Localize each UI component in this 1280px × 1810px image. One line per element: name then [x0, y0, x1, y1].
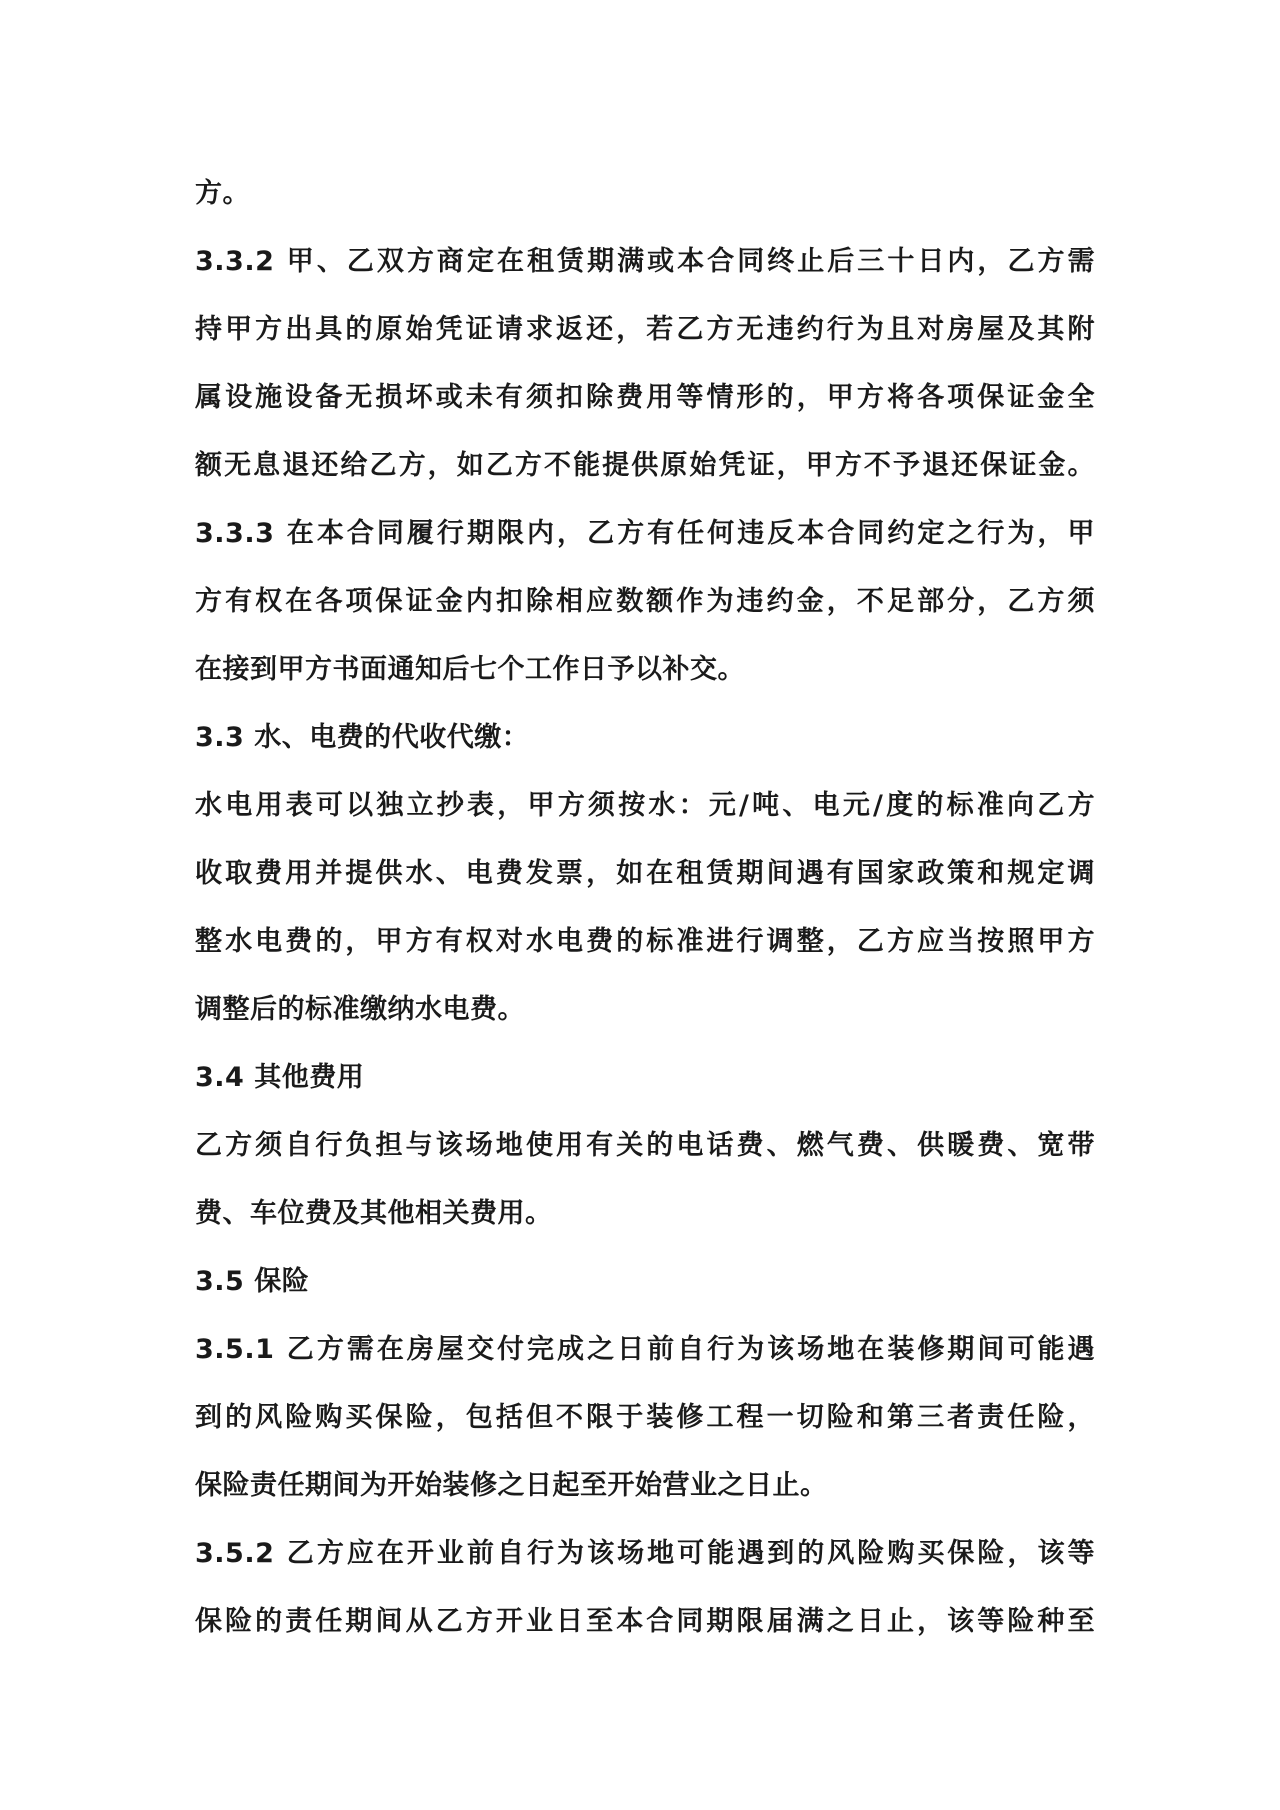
text-line: 3.5.2 乙方应在开业前自行为该场地可能遇到的风险购买保险，该等 — [195, 1538, 1095, 1569]
text-line: 到的风险购买保险，包括但不限于装修工程一切险和第三者责任险， — [195, 1402, 1095, 1433]
text-line: 保险的责任期间从乙方开业日至本合同期限届满之日止，该等险种至 — [195, 1606, 1095, 1637]
text-line: 乙方须自行负担与该场地使用有关的电话费、燃气费、供暖费、宽带 — [195, 1130, 1095, 1161]
text-line: 3.3 水、电费的代收代缴： — [195, 722, 530, 753]
text-line: 3.3.2 甲、乙双方商定在租赁期满或本合同终止后三十日内，乙方需 — [195, 246, 1095, 277]
text-line: 持甲方出具的原始凭证请求返还，若乙方无违约行为且对房屋及其附 — [195, 314, 1095, 345]
text-line: 方。 — [195, 178, 250, 209]
text-line: 收取费用并提供水、电费发票，如在租赁期间遇有国家政策和规定调 — [195, 858, 1095, 889]
text-line: 3.5.1 乙方需在房屋交付完成之日前自行为该场地在装修期间可能遇 — [195, 1334, 1095, 1365]
contract-text-body — [195, 160, 1095, 1656]
text-line: 3.5 保险 — [195, 1266, 310, 1297]
text-line: 属设施设备无损坏或未有须扣除费用等情形的，甲方将各项保证金全 — [195, 382, 1095, 413]
text-line: 3.4 其他费用 — [195, 1062, 365, 1093]
text-line: 调整后的标准缴纳水电费。 — [195, 994, 525, 1025]
text-line: 3.3.3 在本合同履行期限内，乙方有任何违反本合同约定之行为，甲 — [195, 518, 1095, 549]
text-line: 费、车位费及其他相关费用。 — [195, 1198, 553, 1229]
text-line: 水电用表可以独立抄表，甲方须按水：元/吨、电元/度的标准向乙方 — [195, 790, 1095, 821]
text-line: 方有权在各项保证金内扣除相应数额作为违约金，不足部分，乙方须 — [195, 586, 1095, 617]
text-line: 整水电费的，甲方有权对水电费的标准进行调整，乙方应当按照甲方 — [195, 926, 1095, 957]
text-line: 保险责任期间为开始装修之日起至开始营业之日止。 — [195, 1470, 828, 1501]
text-line: 额无息退还给乙方，如乙方不能提供原始凭证，甲方不予退还保证金。 — [195, 450, 1095, 481]
text-line: 在接到甲方书面通知后七个工作日予以补交。 — [195, 654, 745, 685]
